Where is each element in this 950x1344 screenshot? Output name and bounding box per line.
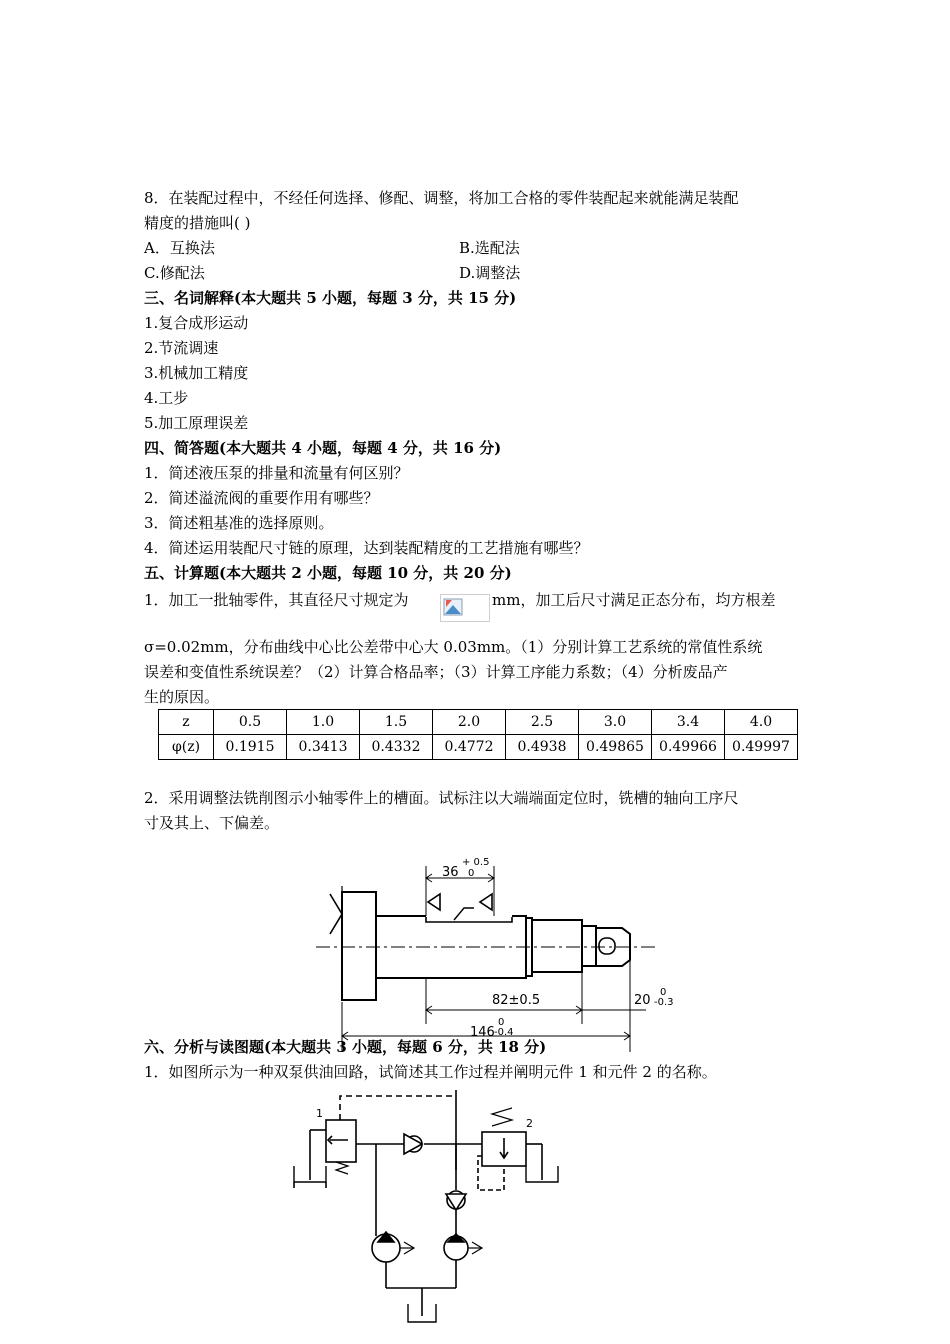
table-cell: z <box>159 710 214 735</box>
table-cell: 1.5 <box>360 710 433 735</box>
sec5-q2-line-2: 寸及其上、下偏差。 <box>144 814 280 832</box>
table-cell: 0.4772 <box>433 735 506 760</box>
sec6-q1: 1．如图所示为一种双泵供油回路，试简述其工作过程并阐明元件 1 和元件 2 的名称。 <box>144 1063 717 1081</box>
table-row <box>159 710 798 735</box>
table-cell: 2.5 <box>506 710 579 735</box>
sec5-q1-line-3: 误差和变值性系统误差？（2）计算合格品率；（3）计算工序能力系数；（4）分析废品产 <box>144 663 728 681</box>
table-cell: φ(z) <box>159 735 214 760</box>
q8-option-c: C.修配法 <box>144 264 205 282</box>
element-1-label: 1 <box>316 1107 323 1120</box>
dim146-upper: 0 <box>498 1017 505 1028</box>
q8-line-2: 精度的措施叫( ) <box>144 214 251 232</box>
dim146-label: 146 <box>470 1025 495 1040</box>
sec3-item: 4.工步 <box>144 389 189 407</box>
dim82-label: 82±0.5 <box>492 993 541 1008</box>
normal-distribution-table <box>158 709 798 760</box>
table-cell: 4.0 <box>725 710 798 735</box>
table-cell: 0.4938 <box>506 735 579 760</box>
dim20-lower: -0.3 <box>654 997 674 1008</box>
section-5-title: 五、计算题(本大题共 2 小题，每题 10 分，共 20 分) <box>144 564 512 582</box>
sec4-item: 2．简述溢流阀的重要作用有哪些？ <box>144 489 379 507</box>
sec3-item: 2.节流调速 <box>144 339 219 357</box>
shaft-drawing <box>316 852 676 1052</box>
sec4-item: 4．简述运用装配尺寸链的原理，达到装配精度的工艺措施有哪些？ <box>144 539 589 557</box>
sec5-q1-line-2: σ=0.02mm，分布曲线中心比公差带中心大 0.03mm。（1）分别计算工艺系统的常值性系统 <box>144 638 763 656</box>
table-cell: 0.49997 <box>725 735 798 760</box>
table-cell: 0.1915 <box>214 735 287 760</box>
hydraulic-circuit-diagram <box>286 1090 586 1340</box>
broken-image-icon <box>443 598 465 618</box>
dim20-upper: 0 <box>660 987 667 998</box>
table-cell: 1.0 <box>287 710 360 735</box>
table-cell: 3.0 <box>579 710 652 735</box>
dim36-upper: + 0.5 <box>462 857 490 868</box>
sec5-q1-part1: 1．加工一批轴零件，其直径尺寸规定为 <box>144 591 409 609</box>
q8-option-a: A．互换法 <box>144 239 215 257</box>
table-cell: 0.49865 <box>579 735 652 760</box>
dim36-lower: 0 <box>468 868 475 879</box>
tolerance-image-placeholder <box>440 594 490 622</box>
section-4-title: 四、简答题(本大题共 4 小题，每题 4 分，共 16 分) <box>144 439 502 457</box>
table-cell: 2.0 <box>433 710 506 735</box>
table-row <box>159 735 798 760</box>
sec5-q2-line-1: 2．采用调整法铣削图示小轴零件上的槽面。试标注以大端端面定位时，铣槽的轴向工序尺 <box>144 789 739 807</box>
q8-option-b: B.选配法 <box>459 239 520 257</box>
element-2-label: 2 <box>526 1117 533 1130</box>
dim20-label: 20 <box>634 993 651 1008</box>
sec3-item: 5.加工原理误差 <box>144 414 249 432</box>
section-3-title: 三、名词解释(本大题共 5 小题，每题 3 分，共 15 分) <box>144 289 517 307</box>
sec3-item: 1.复合成形运动 <box>144 314 249 332</box>
sec5-q1-part2: mm，加工后尺寸满足正态分布，均方根差 <box>492 591 776 609</box>
table-cell: 0.3413 <box>287 735 360 760</box>
sec4-item: 1．简述液压泵的排量和流量有何区别？ <box>144 464 409 482</box>
sec5-q1-line-4: 生的原因。 <box>144 688 220 706</box>
table-cell: 0.4332 <box>360 735 433 760</box>
table-cell: 0.49966 <box>652 735 725 760</box>
table-cell: 3.4 <box>652 710 725 735</box>
sec3-item: 3.机械加工精度 <box>144 364 249 382</box>
q8-line-1: 8．在装配过程中，不经任何选择、修配、调整，将加工合格的零件装配起来就能满足装配 <box>144 189 739 207</box>
q8-option-d: D.调整法 <box>459 264 521 282</box>
section-6-title: 六、分析与读图题(本大题共 3 小题，每题 6 分，共 18 分) <box>144 1038 547 1056</box>
dim36-label: 36 <box>442 865 459 880</box>
dim146-lower: -0.4 <box>494 1027 514 1038</box>
table-cell: 0.5 <box>214 710 287 735</box>
sec4-item: 3．简述粗基准的选择原则。 <box>144 514 334 532</box>
